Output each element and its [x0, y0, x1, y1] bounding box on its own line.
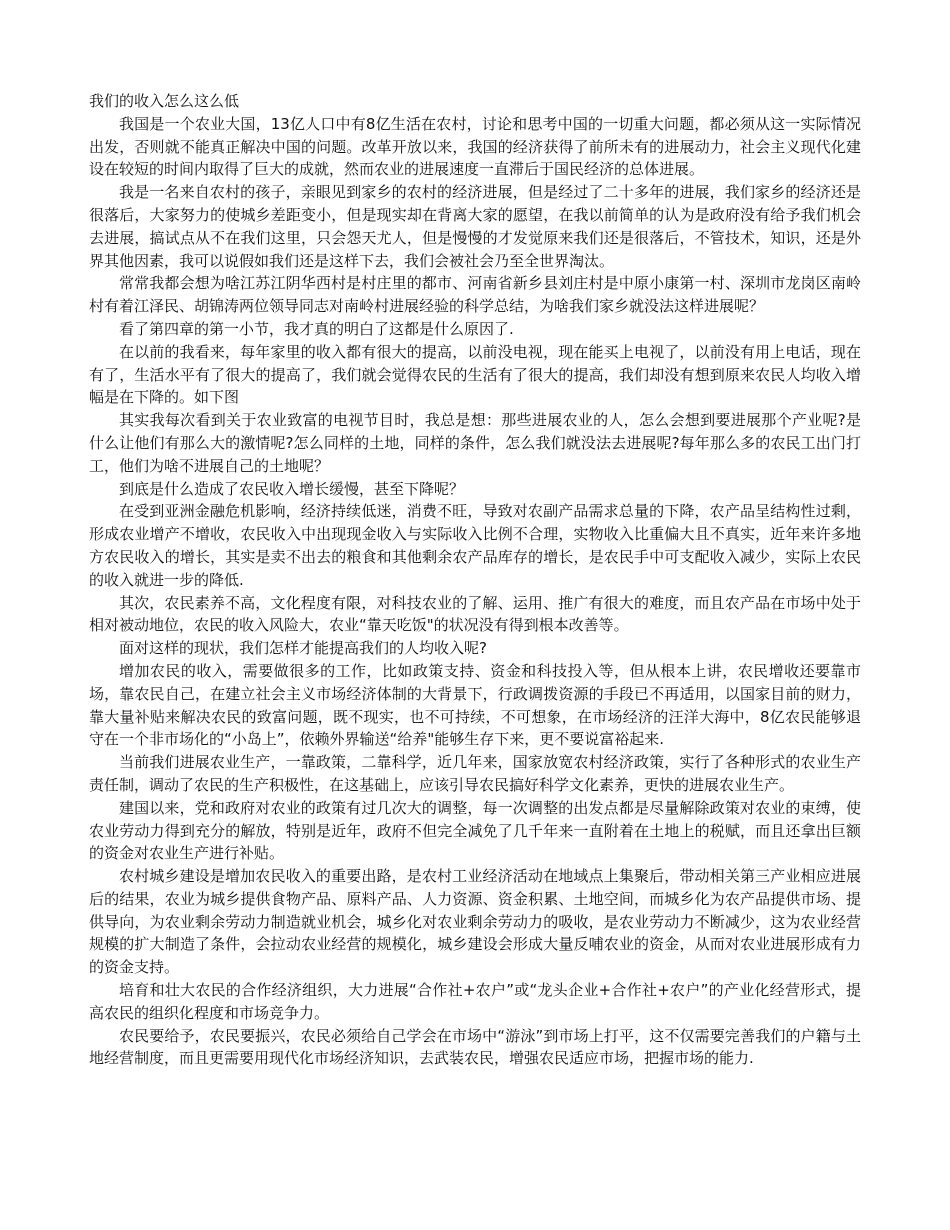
- paragraph: 面对这样的现状，我们怎样才能提高我们的人均收入呢?: [119, 639, 487, 658]
- paragraph: 农村城乡建设是增加农民收入的重要出路，是农村工业经济活动在地域点上集聚后，带动相关第三产业相应进展后的结果，农业为城乡提供食物产品、原料产品、人力资源、资金积累、土地空间，而城乡化为农产品提供市场、提供导向，为农业剩余劳动力制造就业机会，城乡化对农业剩余劳动力的吸收，是农业劳动力不断减少，这为农业经营规模的扩大制造了条件，会拉动农业经营的规模化，城乡建设会形成大量反哺农业的资金，从而对农业进展形成有力的资金支持。: [89, 867, 861, 977]
- paragraph: 我是一名来自农村的孩子，亲眼见到家乡的农村的经济进展，但是经过了二十多年的进展，我们家乡的经济还是很落后，大家努力的使城乡差距变小，但是现实却在背离大家的愿望，在我以前简单的认为是政府没有给予我们机会去进展，搞试点从不在我们这里，只会怨天尤人，但是慢慢的才发觉原来我们还是很落后，不管技术，知识，还是外界其他因素，我可以说假如我们还是这样下去，我们会被社会乃至全世界淘汰。: [89, 183, 861, 270]
- document-title: 我们的收入怎么这么低: [89, 92, 240, 110]
- paragraph: 其次，农民素养不高，文化程度有限，对科技农业的了解、运用、推广有很大的难度，而且农产品在市场中处于相对被动地位，农民的收入风险大，农业“靠天吃饭"的状况没有得到根本改善等。: [89, 593, 861, 635]
- paragraph: 常常我都会想为啥江苏江阴华西村是村庄里的都市、河南省新乡县刘庄村是中原小康第一村、深圳市龙岗区南岭村有着江泽民、胡锦涛两位领导同志对南岭村进展经验的科学总结，为啥我们家乡就没法这样进展呢？: [89, 274, 861, 316]
- paragraph: 在以前的我看来，每年家里的收入都有很大的提高，以前没电视，现在能买上电视了，以前没有用上电话，现在有了，生活水平有了很大的提高了，我们就会觉得农民的生活有了很大的提高，我们却没有想到原来农民人均收入增幅是在下降的。如下图: [89, 342, 861, 407]
- document-page: [89, 90, 861, 1070]
- paragraph: 当前我们进展农业生产，一靠政策，二靠科学，近几年来，国家放宽农村经济政策，实行了各种形式的农业生产责任制，调动了农民的生产积极性，在这基础上，应该引导农民搞好科学文化素养，更快的进展农业生产。: [89, 753, 861, 794]
- paragraph: 我国是一个农业大国，13亿人口中有8亿生活在农村，讨论和思考中国的一切重大问题，都必须从这一实际情况出发，否则就不能真正解决中国的问题。改革开放以来，我国的经济获得了前所未有的进展动力，社会主义现代化建设在较短的时间内取得了巨大的成就，然而农业的进展速度一直滞后于国民经济的总体进展。: [89, 114, 861, 179]
- paragraph: 增加农民的收入，需要做很多的工作，比如政策支持、资金和科技投入等，但从根本上讲，农民增收还要靠市场，靠农民自己，在建立社会主义市场经济体制的大背景下，行政调拨资源的手段已不再适用，以国家目前的财力，靠大量补贴来解决农民的致富问题，既不现实，也不可持续，不可想象，在市场经济的汪洋大海中，8亿农民能够退守在一个非市场化的“小岛上”，依赖外界输送“给养"能够生存下来，更不要说富裕起来.: [89, 661, 861, 749]
- paragraph: 其实我每次看到关于农业致富的电视节目时，我总是想：那些进展农业的人，怎么会想到要进展那个产业呢?是什么让他们有那么大的激情呢?怎么同样的土地，同样的条件，怎么我们就没法去进展呢?每年那么多的农民工出门打工，他们为啥不进展自己的土地呢？: [89, 411, 861, 475]
- paragraph: 到底是什么造成了农民收入增长缓慢，甚至下降呢？: [119, 479, 465, 498]
- paragraph: 农民要给予，农民要振兴，农民必须给自己学会在市场中“游泳”到市场上打平，这不仅需要完善我们的户籍与土地经营制度，而且更需要用现代化市场经济知识，去武装农民，增强农民适应市场，把握市场的能力.: [89, 1026, 861, 1068]
- paragraph: 看了第四章的第一小节，我才真的明白了这都是什么原因了.: [119, 319, 514, 338]
- paragraph: 在受到亚洲金融危机影响，经济持续低迷，消费不旺，导致对农副产品需求总量的下降，农产品呈结构性过剩，形成农业增产不增收，农民收入中出现现金收入与实际收入比例不合理，实物收入比重偏大且不真实，近年来许多地方农民收入的增长，其实是卖不出去的粮食和其他剩余农产品库存的增长，是农民手中可支配收入减少，实际上农民的收入就进一步的降低.: [89, 502, 861, 589]
- paragraph: 建国以来，党和政府对农业的政策有过几次大的调整，每一次调整的出发点都是尽量解除政策对农业的束缚，使农业劳动力得到充分的解放，特别是近年，政府不但完全减免了几千年来一直附着在土地上的税赋，而且还拿出巨额的资金对农业生产进行补贴。: [89, 798, 861, 863]
- paragraph: 培育和壮大农民的合作经济组织，大力进展“合作社+农户”或“龙头企业+合作社+农户”的产业化经营形式，提高农民的组织化程度和市场竞争力。: [89, 981, 861, 1022]
